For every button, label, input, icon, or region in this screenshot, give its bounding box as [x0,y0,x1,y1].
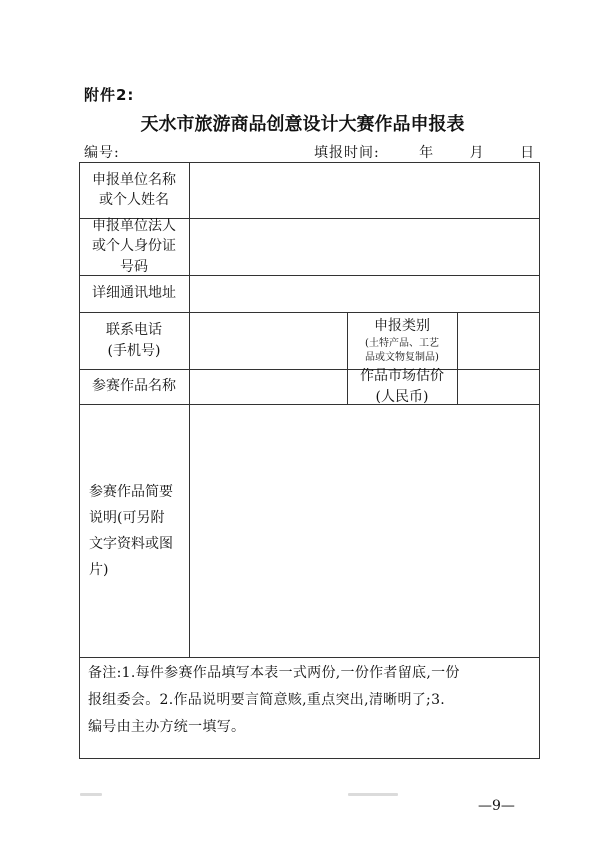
year-label: 年 [419,145,435,161]
remarks-line-1: 备注:1.每件参赛作品填写本表一式两份,一份作者留底,一份 [88,665,460,681]
fill-time [314,142,535,162]
applicant-name-field[interactable] [190,163,539,218]
remarks [88,660,532,741]
address-label: 详细通讯地址 [92,285,176,302]
scan-smudge [348,793,398,796]
attachment-label: 附件2: [84,86,135,104]
applicant-name-label: 申报单位名称 或个人姓名 [92,171,176,208]
phone-label: 联系电话 (手机号) [106,322,162,359]
work-name-field[interactable] [190,370,347,404]
address-field[interactable] [190,276,539,312]
legal-id-field[interactable] [190,219,539,275]
remarks-line-2: 报组委会。2.作品说明要言简意赅,重点突出,清晰明了;3. [88,692,446,708]
day-label: 日 [520,145,536,161]
description-label: 参赛作品简要 说明(可另附 文字资料或图 片) [89,483,173,578]
page-number: —9— [478,798,515,814]
scan-smudge [80,793,102,796]
valuation-label: 作品市场估价 (人民币) [360,368,444,405]
category-label: 申报类别 (土特产品、工艺 品或文物复制品) [365,318,439,363]
description-field[interactable] [190,405,539,657]
phone-field[interactable] [190,313,347,369]
work-name-label: 参赛作品名称 [92,378,176,395]
category-field[interactable] [458,313,539,369]
form-title: 天水市旅游商品创意设计大赛作品申报表 [140,114,465,135]
remarks-line-3: 编号由主办方统一填写。 [88,719,246,735]
fill-time-label: 填报时间: [314,145,380,161]
number-label: 编号: [84,145,120,161]
valuation-field[interactable] [458,370,539,404]
legal-id-label: 申报单位法人 或个人身份证 号码 [92,218,176,275]
month-label: 月 [469,145,485,161]
